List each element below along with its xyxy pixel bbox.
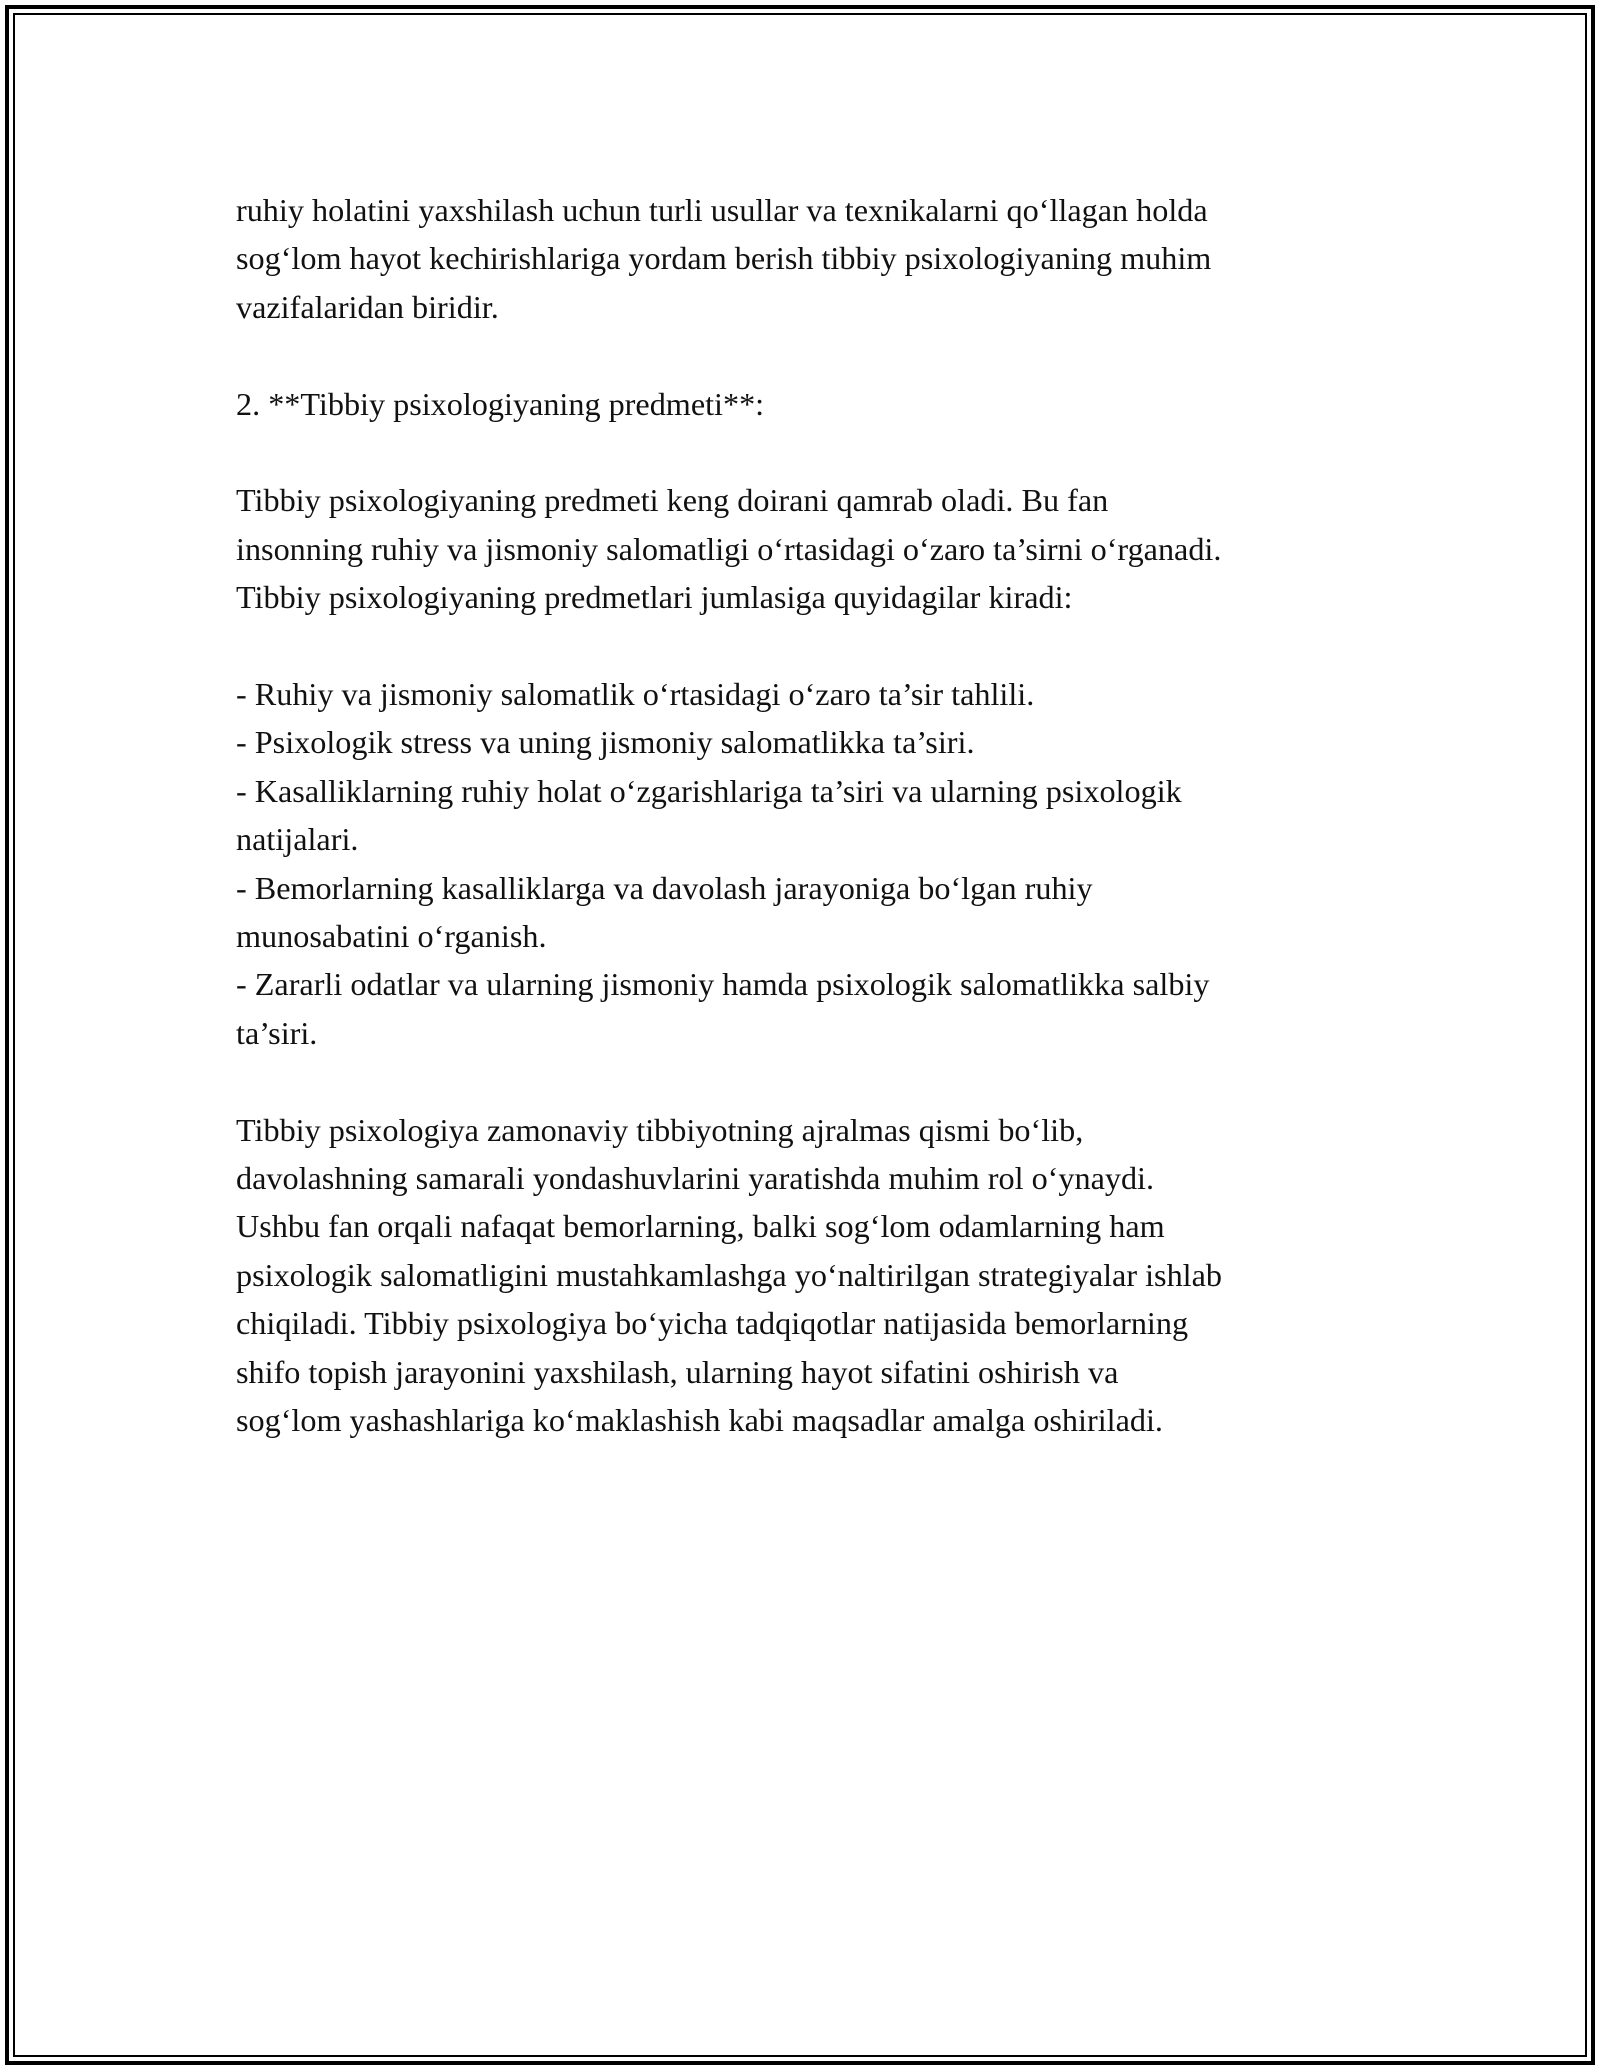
paragraph-intro <box>236 186 1376 331</box>
list-item: - Kasalliklarning ruhiy holat o‘zgarishlariga ta’siri va ularning psixologik <box>236 772 1182 809</box>
text-line: sog‘lom yashashlariga ko‘maklashish kabi maqsadlar amalga oshiriladi. <box>236 1402 1163 1439</box>
list-item: - Bemorlarning kasalliklarga va davolash jarayoniga bo‘lgan ruhiy <box>236 869 1093 906</box>
text-line: Ushbu fan orqali nafaqat bemorlarning, balki sog‘lom odamlarning ham <box>236 1208 1165 1245</box>
text-line: Tibbiy psixologiyaning predmeti keng doirani qamrab oladi. Bu fan <box>236 482 1109 519</box>
text-line: insonning ruhiy va jismoniy salomatligi o‘rtasidagi o‘zaro ta’sirni o‘rganadi. <box>236 530 1222 567</box>
subject-list <box>236 670 1376 1057</box>
list-item-continuation: ta’siri. <box>236 1014 318 1051</box>
document-body <box>236 186 1376 1493</box>
text-line: Tibbiy psixologiyaning predmetlari jumlasiga quyidagilar kiradi: <box>236 579 1073 616</box>
list-item: - Psixologik stress va uning jismoniy salomatlikka ta’siri. <box>236 724 975 761</box>
heading-text: 2. **Tibbiy psixologiyaning predmeti**: <box>236 385 765 422</box>
text-line: Tibbiy psixologiya zamonaviy tibbiyotning ajralmas qismi bo‘lib, <box>236 1111 1084 1148</box>
list-item: - Zararli odatlar va ularning jismoniy hamda psixologik salomatlikka salbiy <box>236 966 1210 1003</box>
text-line: shifo topish jarayonini yaxshilash, ularning hayot sifatini oshirish va <box>236 1353 1119 1390</box>
section-heading <box>236 380 1376 428</box>
text-line: davolashning samarali yondashuvlarini yaratishda muhim rol o‘ynaydi. <box>236 1160 1155 1197</box>
text-line: sog‘lom hayot kechirishlariga yordam berish tibbiy psixologiyaning muhim <box>236 240 1212 277</box>
list-item-continuation: munosabatini o‘rganish. <box>236 918 547 955</box>
paragraph-subject <box>236 476 1376 621</box>
list-item-continuation: natijalari. <box>236 821 359 858</box>
paragraph-conclusion <box>236 1106 1376 1445</box>
text-line: chiqiladi. Tibbiy psixologiya bo‘yicha tadqiqotlar natijasida bemorlarning <box>236 1305 1189 1342</box>
list-item: - Ruhiy va jismoniy salomatlik o‘rtasidagi o‘zaro ta’sir tahlili. <box>236 676 1035 713</box>
text-line: ruhiy holatini yaxshilash uchun turli usullar va texnikalarni qo‘llagan holda <box>236 192 1208 228</box>
text-line: psixologik salomatligini mustahkamlashga yo‘naltirilgan strategiyalar ishlab <box>236 1256 1222 1293</box>
text-line: vazifalaridan biridir. <box>236 288 499 325</box>
